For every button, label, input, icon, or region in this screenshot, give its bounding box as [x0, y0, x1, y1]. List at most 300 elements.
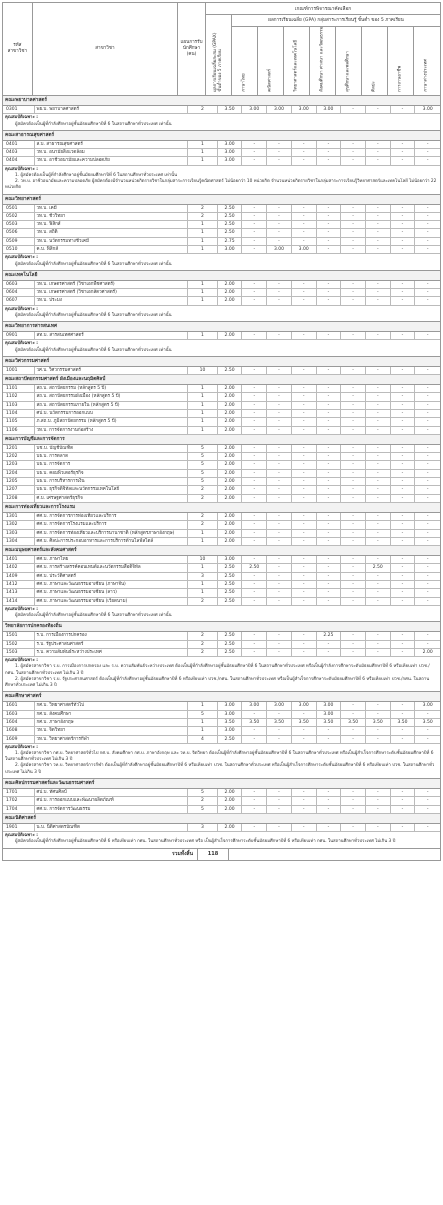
gpa-math: - [267, 393, 292, 400]
program-name: กศ.บ. วิทยาศาสตร์ทั่วไป [35, 702, 189, 709]
program-code: 0404 [3, 157, 35, 164]
gpa-foreign: - [426, 427, 429, 433]
gpax: 2.00 [218, 418, 243, 425]
program-code: 0604 [3, 289, 35, 296]
gpa-math: - [267, 711, 292, 718]
program-name: วท.บ. เคมี [35, 205, 189, 212]
gpa-math: - [267, 824, 292, 831]
faculty-heading: คณะพยาบาลศาสตร์ [3, 96, 440, 106]
gpa-math: - [267, 410, 292, 417]
gpa-social: 3.00 [317, 702, 342, 709]
gpa-foreign: 3.00 [422, 703, 433, 709]
gpa-social: 3.50 [317, 719, 342, 726]
gpax: 2.50 [218, 581, 243, 588]
gpa-health: - [341, 513, 366, 520]
qualification-note [3, 340, 440, 356]
gpa-career: - [391, 711, 416, 718]
gpa-health: - [341, 106, 366, 113]
gpax: 2.50 [218, 641, 243, 648]
program-name: วท.บ. จิตวิทยา [35, 727, 189, 734]
gpa-health: - [341, 711, 366, 718]
quota: 5 [188, 806, 217, 813]
gpa-foreign: - [426, 522, 429, 528]
gpa-thai: - [242, 538, 267, 545]
gpa-career: - [391, 470, 416, 477]
gpa-science: - [292, 289, 317, 296]
table-row [3, 289, 440, 297]
gpa-health: - [341, 556, 366, 563]
gpa-health: - [341, 332, 366, 339]
program-name: บธ.บ. การตลาด [35, 453, 189, 460]
gpa-health: - [341, 521, 366, 528]
gpa-health: - [341, 789, 366, 796]
program-name: ร.บ. รัฐประศาสนศาสตร์ [35, 641, 189, 648]
gpa-social: - [317, 789, 342, 796]
gpax: 3.50 [218, 106, 243, 113]
program-name: วท.บ. การจัดการงานก่อสร้าง [35, 427, 189, 434]
quota: 2 [188, 632, 217, 639]
gpa-career: - [391, 281, 416, 288]
gpa-thai: - [242, 427, 267, 434]
note-title: คุณสมบัติเฉพาะ : [5, 115, 38, 121]
gpa-foreign: - [426, 290, 429, 296]
table-row [3, 641, 440, 649]
gpa-career: - [391, 205, 416, 212]
table-row [3, 205, 440, 213]
gpa-health: - [341, 806, 366, 813]
gpax: 3.00 [218, 556, 243, 563]
header-gpax [206, 15, 232, 95]
gpa-art: - [366, 478, 391, 485]
program-name: สถ.บ. สถาปัตยกรรมภายใน (หลักสูตร 5 ปี) [35, 402, 189, 409]
quota: 1 [188, 702, 217, 709]
gpa-career: - [391, 393, 416, 400]
qualification-note [3, 306, 440, 322]
gpa-science: - [292, 418, 317, 425]
gpa-art: - [366, 649, 391, 656]
gpax: 3.00 [218, 149, 243, 156]
gpa-science: - [292, 229, 317, 236]
gpa-thai: - [242, 281, 267, 288]
gpa-art: - [366, 470, 391, 477]
gpa-science: - [292, 238, 317, 245]
program-code: 1301 [3, 513, 35, 520]
gpax: 2.00 [218, 521, 243, 528]
note-text: 2. วท.บ. อาชีวอนามัยและความปลอดภัย ผู้สมัครต้องมีจำนวนหน่วยกิตรายวิชาในกลุ่มสาระการเรียนรู้คณิตศาสตร์ ไม่น้อยกว่า 10 หน่วยกิต จำนวนหน่วยกิตรายวิชาในกลุ่มสาระการเรียนรู้วิทยาศาสตร์และเทคโนโลยี ไม่น้อยกว่า 22 หน่วยกิต [5, 179, 437, 191]
gpa-social: - [317, 246, 342, 253]
gpa-career: - [391, 632, 416, 639]
program-name: กศ.บ. สังคมศึกษา [35, 711, 189, 718]
gpa-math: 3.50 [267, 719, 292, 726]
quota: 1 [188, 141, 217, 148]
gpa-foreign: - [426, 222, 429, 228]
gpa-art: - [366, 727, 391, 734]
gpa-math: - [267, 581, 292, 588]
gpa-health: - [341, 702, 366, 709]
gpa-science: - [292, 632, 317, 639]
gpax: 2.50 [218, 598, 243, 605]
program-code: 0403 [3, 149, 35, 156]
gpax: 2.00 [218, 824, 243, 831]
gpa-math: - [267, 297, 292, 304]
gpa-art: 2.50 [366, 564, 391, 571]
gpa-science: - [292, 393, 317, 400]
gpa-thai: - [242, 445, 267, 452]
gpax: 2.50 [218, 229, 243, 236]
gpa-career: - [391, 332, 416, 339]
program-code: 1207 [3, 486, 35, 493]
subject-label: สังคมศึกษา ศาสนา และวัฒนธรรม [319, 27, 325, 92]
gpa-art: - [366, 221, 391, 228]
table-row [3, 332, 440, 340]
gpa-thai: 3.50 [242, 719, 267, 726]
program-code: 1402 [3, 564, 35, 571]
gpa-science: - [292, 213, 317, 220]
program-name: วศ.บ. วิศวกรรมศาสตร์ [35, 367, 189, 374]
gpa-social: - [317, 461, 342, 468]
table-row [3, 719, 440, 727]
qualification-note [3, 166, 440, 195]
table-row [3, 495, 440, 503]
faculty-heading: คณะการท่องเที่ยวและการโรงแรม [3, 503, 440, 513]
gpa-art: - [366, 332, 391, 339]
qualification-note [3, 744, 440, 779]
gpa-social: - [317, 641, 342, 648]
gpa-social: - [317, 157, 342, 164]
program-name: ศศ.บ. การจัดการท่องเที่ยวและบริการนานาชาติ (หลักสูตรภาษาอังกฤษ) [35, 530, 189, 537]
gpa-social: - [317, 221, 342, 228]
gpa-math: - [267, 478, 292, 485]
gpa-social: - [317, 385, 342, 392]
table-row [3, 573, 440, 581]
table-row [3, 702, 440, 710]
gpa-art: - [366, 205, 391, 212]
subject-label: คณิตศาสตร์ [267, 68, 273, 92]
table-row [3, 461, 440, 469]
gpa-health: - [341, 445, 366, 452]
program-name: ร.บ. ความสัมพันธ์ระหว่างประเทศ [35, 649, 189, 656]
gpa-social: - [317, 598, 342, 605]
gpa-art: - [366, 521, 391, 528]
gpax: 2.00 [218, 797, 243, 804]
faculty-heading: คณะศึกษาศาสตร์ [3, 692, 440, 702]
table-row [3, 470, 440, 478]
gpa-science: - [292, 281, 317, 288]
gpa-social: - [317, 649, 342, 656]
quota: 2 [188, 513, 217, 520]
program-name: วท.บ. อนามัยสิ่งแวดล้อม [35, 149, 189, 156]
program-name: ศป.บ. นวัตกรรมการออกแบบ [35, 410, 189, 417]
gpa-social: - [317, 581, 342, 588]
gpa-foreign: - [426, 141, 429, 147]
program-code: 0603 [3, 281, 35, 288]
quota: 2 [188, 797, 217, 804]
program-name: น.บ. นิติศาสตรบัณฑิต [35, 824, 189, 831]
gpa-thai: - [242, 238, 267, 245]
gpa-art: - [366, 367, 391, 374]
table-row [3, 556, 440, 564]
gpa-health: - [341, 229, 366, 236]
note-title: คุณสมบัติเฉพาะ : [5, 744, 38, 750]
quota: 1 [188, 530, 217, 537]
gpa-social: - [317, 573, 342, 580]
table-row [3, 427, 440, 435]
gpa-foreign: - [426, 213, 429, 219]
quota: 1 [188, 589, 217, 596]
gpa-career: - [391, 530, 416, 537]
gpa-social: - [317, 427, 342, 434]
gpax: 2.00 [218, 427, 243, 434]
gpa-health: - [341, 564, 366, 571]
program-code: 1603 [3, 711, 35, 718]
gpa-science: - [292, 824, 317, 831]
gpax: 3.00 [218, 246, 243, 253]
gpa-social: - [317, 141, 342, 148]
table-row [3, 157, 440, 165]
gpa-career: - [391, 213, 416, 220]
gpax: 2.50 [218, 649, 243, 656]
gpax: 2.00 [218, 289, 243, 296]
gpa-health: - [341, 478, 366, 485]
gpa-foreign: - [426, 557, 429, 563]
gpa-science: - [292, 641, 317, 648]
header-gpa-group [232, 15, 440, 95]
gpa-art: - [366, 589, 391, 596]
gpa-health: - [341, 410, 366, 417]
table-row [3, 538, 440, 546]
gpa-health: - [341, 427, 366, 434]
gpa-art: - [366, 281, 391, 288]
gpa-science: - [292, 556, 317, 563]
header-subject [310, 27, 336, 95]
gpa-health: - [341, 221, 366, 228]
table-row [3, 824, 440, 832]
gpa-health: - [341, 205, 366, 212]
gpa-health: - [341, 149, 366, 156]
gpa-career: - [391, 106, 416, 113]
program-code: 1103 [3, 402, 35, 409]
gpa-art: - [366, 238, 391, 245]
program-code: 0509 [3, 238, 35, 245]
header-subject [284, 27, 310, 95]
program-name: วท.บ. ประมง [35, 297, 189, 304]
gpa-social: - [317, 418, 342, 425]
gpa-thai: - [242, 453, 267, 460]
note-text: ผู้สมัครต้องเป็นผู้ที่กำลังศึกษาอยู่ชั้นมัธยมศึกษาปีที่ 6 ในสถานศึกษาทั่วประเทศ เท่านั้น [15, 121, 172, 127]
quota: 2 [188, 495, 217, 502]
program-name: สถ.บ. สถาปัตยกรรมผังเมือง (หลักสูตร 5 ปี) [35, 393, 189, 400]
gpa-thai: - [242, 589, 267, 596]
gpa-art: - [366, 213, 391, 220]
note-text: 2. ผู้สมัครสาขาวิชา วท.บ. วิทยาศาสตร์การกีฬา ต้องเป็นผู้ที่กำลังศึกษาอยู่ชั้นมัธยมศึกษาปีที่ 6 หรือเทียบเท่า ปวช. ในสถานศึกษาทั่วประเทศ หรือเป็นผู้สำเร็จการศึกษาระดับชั้นมัธยมศึกษาปีที่ 6 หรือเทียบเท่า ปวช. ในสถานศึกษาทั่วประเทศ ไม่เกิน 3 ปี [5, 763, 435, 775]
subject-label: สุขศึกษาและพลศึกษา [345, 51, 351, 92]
gpa-art: - [366, 149, 391, 156]
gpa-foreign: - [426, 633, 429, 639]
program-code: 1901 [3, 824, 35, 831]
gpa-social: - [317, 410, 342, 417]
gpa-science: - [292, 402, 317, 409]
note-text: 1. ผู้สมัครสาขาวิชา ร.บ. การเมืองการปกครอง และ ร.บ. ความสัมพันธ์ระหว่างประเทศ ต้องเป็นผู้ที่กำลังศึกษาอยู่ชั้นมัธยมศึกษาปีที่ 6 ในสถานศึกษาทั่วประเทศ หรือเป็นผู้กำลังการศึกษาระดับมัธยมศึกษาปีที่ 6 หรือเทียบเท่า ปวช./กศน. ในสถานศึกษาทั่วประเทศ ไม่เกิน 3 ปี [5, 664, 430, 676]
gpa-art: - [366, 229, 391, 236]
gpa-health: - [341, 281, 366, 288]
program-code: 1106 [3, 427, 35, 434]
quota: 2 [188, 213, 217, 220]
gpa-career: - [391, 824, 416, 831]
gpa-foreign: - [426, 158, 429, 164]
gpa-math: - [267, 289, 292, 296]
gpa-career: - [391, 589, 416, 596]
gpa-thai: - [242, 521, 267, 528]
table-row [3, 797, 440, 805]
gpa-math: - [267, 427, 292, 434]
total-label: รวมทั้งสิ้น [3, 849, 198, 860]
table-row [3, 649, 440, 657]
gpa-health: - [341, 289, 366, 296]
gpa-art: 3.50 [366, 719, 391, 726]
gpa-career: 3.50 [391, 719, 416, 726]
program-name: ศศ.บ. ภาษาไทย [35, 556, 189, 563]
gpa-health: - [341, 470, 366, 477]
note-title: คุณสมบัติเฉพาะ : [5, 833, 38, 839]
gpax: 3.00 [218, 157, 243, 164]
gpa-foreign: - [426, 798, 429, 804]
gpax: 2.75 [218, 238, 243, 245]
gpa-art: - [366, 641, 391, 648]
gpa-math: 3.00 [267, 106, 292, 113]
gpa-art: - [366, 297, 391, 304]
gpa-social: - [317, 445, 342, 452]
gpa-social: - [317, 530, 342, 537]
gpa-foreign: - [426, 736, 429, 742]
gpa-career: - [391, 736, 416, 743]
program-name: ศศ.บ. การสร้างสรรค์คอนเทนต์และนวัตกรรมสื่อดิจิทัล [35, 564, 189, 571]
gpa-career: - [391, 141, 416, 148]
quota: 1 [188, 281, 217, 288]
gpa-science: - [292, 495, 317, 502]
table-row [3, 632, 440, 640]
gpax: 3.00 [218, 702, 243, 709]
faculty-heading: วิทยาลัยการปกครองท้องถิ่น [3, 622, 440, 632]
gpa-thai: - [242, 513, 267, 520]
gpax: 2.50 [218, 213, 243, 220]
program-code: 1302 [3, 521, 35, 528]
gpa-math: - [267, 789, 292, 796]
gpax: 2.50 [218, 632, 243, 639]
program-name: วท.บ. ชีววิทยา [35, 213, 189, 220]
gpa-foreign: - [426, 487, 429, 493]
gpa-career: - [391, 727, 416, 734]
gpa-math: - [267, 157, 292, 164]
gpa-thai: - [242, 221, 267, 228]
gpa-career: - [391, 573, 416, 580]
program-code: 1105 [3, 418, 35, 425]
note-text: ผู้สมัครต้องเป็นผู้ที่กำลังศึกษาอยู่ชั้นมัธยมศึกษาปีที่ 6 ในสถานศึกษาทั่วประเทศ เท่านั้น [15, 261, 172, 267]
table-header [3, 3, 440, 96]
gpa-math: - [267, 418, 292, 425]
gpa-career: - [391, 641, 416, 648]
program-code: 1609 [3, 736, 35, 743]
program-name: ศศ.บ. การจัดการโรงแรมและบริการ [35, 521, 189, 528]
program-code: 0901 [3, 332, 35, 339]
gpa-art: - [366, 824, 391, 831]
gpa-thai: - [242, 402, 267, 409]
gpa-math: - [267, 238, 292, 245]
gpa-health: - [341, 402, 366, 409]
program-name: ศศ.บ. ภาษาและวัฒนธรรมอาเซียน (ภาษาจีน) [35, 581, 189, 588]
quota: 2 [188, 641, 217, 648]
gpa-career: - [391, 649, 416, 656]
gpa-career: - [391, 461, 416, 468]
gpa-foreign: - [426, 538, 429, 544]
gpa-art: - [366, 711, 391, 718]
gpax: 2.00 [218, 453, 243, 460]
gpa-career: - [391, 229, 416, 236]
program-code: 1205 [3, 478, 35, 485]
faculty-heading: คณะมนุษยศาสตร์และสังคมศาสตร์ [3, 546, 440, 556]
quota: 2 [188, 598, 217, 605]
table-row [3, 789, 440, 797]
program-name: วท.บ. อาชีวอนามัยและความปลอดภัย [35, 157, 189, 164]
gpa-science: 3.00 [292, 106, 317, 113]
total-value: 118 [198, 849, 229, 860]
gpa-career: - [391, 486, 416, 493]
gpa-thai: 3.00 [242, 702, 267, 709]
header-subject [232, 27, 258, 95]
program-name: วท.บ. นวัตกรรมทางชีวเคมี [35, 238, 189, 245]
gpa-math: - [267, 402, 292, 409]
gpa-foreign: - [426, 333, 429, 339]
gpa-foreign: - [426, 150, 429, 156]
gpa-art: - [366, 513, 391, 520]
gpa-foreign: - [426, 402, 429, 408]
qualification-note [3, 606, 440, 622]
gpa-thai: - [242, 289, 267, 296]
gpa-social: - [317, 332, 342, 339]
gpax: 2.50 [218, 221, 243, 228]
program-code: 1601 [3, 702, 35, 709]
gpa-foreign: 3.00 [422, 107, 433, 112]
program-code: 0506 [3, 229, 35, 236]
subject-label: ภาษาไทย [241, 73, 247, 92]
gpa-science: 3.50 [292, 719, 317, 726]
gpa-foreign: - [426, 711, 429, 717]
table-row [3, 410, 440, 418]
gpa-math: - [267, 486, 292, 493]
gpa-health: - [341, 297, 366, 304]
gpa-health: - [341, 495, 366, 502]
gpa-science: - [292, 589, 317, 596]
program-name: บธ.บ. การจัดการ [35, 461, 189, 468]
gpa-science: 3.00 [292, 246, 317, 253]
gpa-thai: - [242, 470, 267, 477]
note-title: คุณสมบัติเฉพาะ : [5, 306, 38, 312]
gpa-career: - [391, 418, 416, 425]
gpa-science: - [292, 149, 317, 156]
gpax: 2.00 [218, 445, 243, 452]
gpa-science: - [292, 598, 317, 605]
gpa-foreign: - [426, 394, 429, 400]
quota: 5 [188, 445, 217, 452]
note-text: 1. ผู้สมัครต้องเป็นผู้ที่กำลังศึกษาอยู่ชั้นมัธยมศึกษาปีที่ 6 ในสถานศึกษาทั่วประเทศ เท่านั้น [15, 172, 178, 178]
program-code: 1101 [3, 385, 35, 392]
gpa-foreign: - [426, 462, 429, 468]
gpa-foreign: - [426, 530, 429, 536]
criteria-title: เกณฑ์การพิจารณาคัดเลือก [206, 3, 440, 15]
gpa-social: - [317, 402, 342, 409]
program-name: ร.บ. การเมืองการปกครอง [35, 632, 189, 639]
gpa-social: - [317, 797, 342, 804]
gpa-health: 3.50 [341, 719, 366, 726]
